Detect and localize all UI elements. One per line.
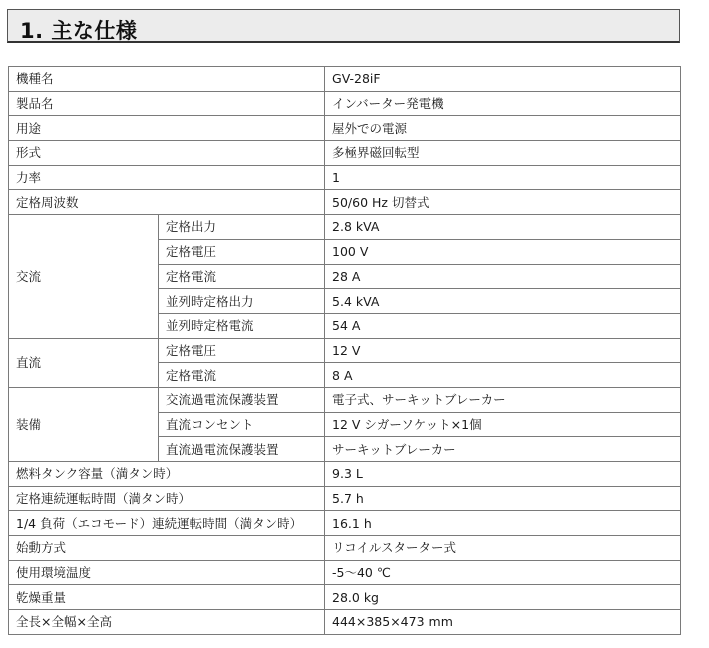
section-heading bbox=[7, 9, 680, 43]
row-value: 電子式、サーキットブレーカー bbox=[325, 387, 681, 412]
row-value: 2.8 kVA bbox=[325, 215, 681, 240]
table-row-dimensions bbox=[9, 610, 681, 635]
row-value: 50/60 Hz 切替式 bbox=[325, 190, 681, 215]
row-value: 12 V シガーソケット×1個 bbox=[325, 412, 681, 437]
group-label-equipment: 装備 bbox=[9, 387, 159, 461]
table-row-dc-voltage bbox=[9, 338, 681, 363]
row-value: 5.7 h bbox=[325, 486, 681, 511]
sub-label: 直流過電流保護装置 bbox=[159, 437, 325, 462]
row-value: 16.1 h bbox=[325, 511, 681, 536]
table-row-use bbox=[9, 116, 681, 141]
row-label: 機種名 bbox=[9, 67, 325, 92]
sub-label: 定格電流 bbox=[159, 363, 325, 388]
row-value: 100 V bbox=[325, 239, 681, 264]
sub-label: 定格電圧 bbox=[159, 338, 325, 363]
table-row-temperature bbox=[9, 560, 681, 585]
row-label: 定格連続運転時間（満タン時） bbox=[9, 486, 325, 511]
row-label: 形式 bbox=[9, 141, 325, 166]
row-label: 力率 bbox=[9, 165, 325, 190]
group-label-ac: 交流 bbox=[9, 215, 159, 338]
table-row-start-method bbox=[9, 536, 681, 561]
sub-label: 定格電流 bbox=[159, 264, 325, 289]
row-value: 28 A bbox=[325, 264, 681, 289]
row-label: 定格周波数 bbox=[9, 190, 325, 215]
table-row-run-time bbox=[9, 486, 681, 511]
group-label-dc: 直流 bbox=[9, 338, 159, 387]
row-value: 9.3 L bbox=[325, 462, 681, 487]
row-value: インバーター発電機 bbox=[325, 91, 681, 116]
sub-label: 直流コンセント bbox=[159, 412, 325, 437]
table-row-type bbox=[9, 141, 681, 166]
row-value: 12 V bbox=[325, 338, 681, 363]
section-title: 1. 主な仕様 bbox=[20, 19, 138, 43]
row-value: リコイルスターター式 bbox=[325, 536, 681, 561]
row-value: サーキットブレーカー bbox=[325, 437, 681, 462]
row-value: 1 bbox=[325, 165, 681, 190]
row-label: 始動方式 bbox=[9, 536, 325, 561]
sub-label: 並列時定格電流 bbox=[159, 313, 325, 338]
row-label: 用途 bbox=[9, 116, 325, 141]
row-value: 444×385×473 mm bbox=[325, 610, 681, 635]
table-row-product bbox=[9, 91, 681, 116]
row-label: 製品名 bbox=[9, 91, 325, 116]
row-value: 屋外での電源 bbox=[325, 116, 681, 141]
table-row-eco-run-time bbox=[9, 511, 681, 536]
table-row-model bbox=[9, 67, 681, 92]
table-row-frequency bbox=[9, 190, 681, 215]
row-value: GV-28iF bbox=[325, 67, 681, 92]
row-label: 全長×全幅×全高 bbox=[9, 610, 325, 635]
table-row-fuel-tank bbox=[9, 462, 681, 487]
row-value: -5～40 ℃ bbox=[325, 560, 681, 585]
row-value: 28.0 kg bbox=[325, 585, 681, 610]
row-label: 乾燥重量 bbox=[9, 585, 325, 610]
table-row-power-factor bbox=[9, 165, 681, 190]
sub-label: 定格出力 bbox=[159, 215, 325, 240]
table-row-ac-output bbox=[9, 215, 681, 240]
row-label: 使用環境温度 bbox=[9, 560, 325, 585]
row-value: 多極界磁回転型 bbox=[325, 141, 681, 166]
sub-label: 並列時定格出力 bbox=[159, 289, 325, 314]
row-value: 8 A bbox=[325, 363, 681, 388]
row-value: 54 A bbox=[325, 313, 681, 338]
sub-label: 交流過電流保護装置 bbox=[159, 387, 325, 412]
table-row-equip-ac-protection bbox=[9, 387, 681, 412]
sub-label: 定格電圧 bbox=[159, 239, 325, 264]
row-label: 1/4 負荷（エコモード）連続運転時間（満タン時） bbox=[9, 511, 325, 536]
row-label: 燃料タンク容量（満タン時） bbox=[9, 462, 325, 487]
table-row-dry-weight bbox=[9, 585, 681, 610]
spec-table bbox=[8, 66, 681, 635]
row-value: 5.4 kVA bbox=[325, 289, 681, 314]
